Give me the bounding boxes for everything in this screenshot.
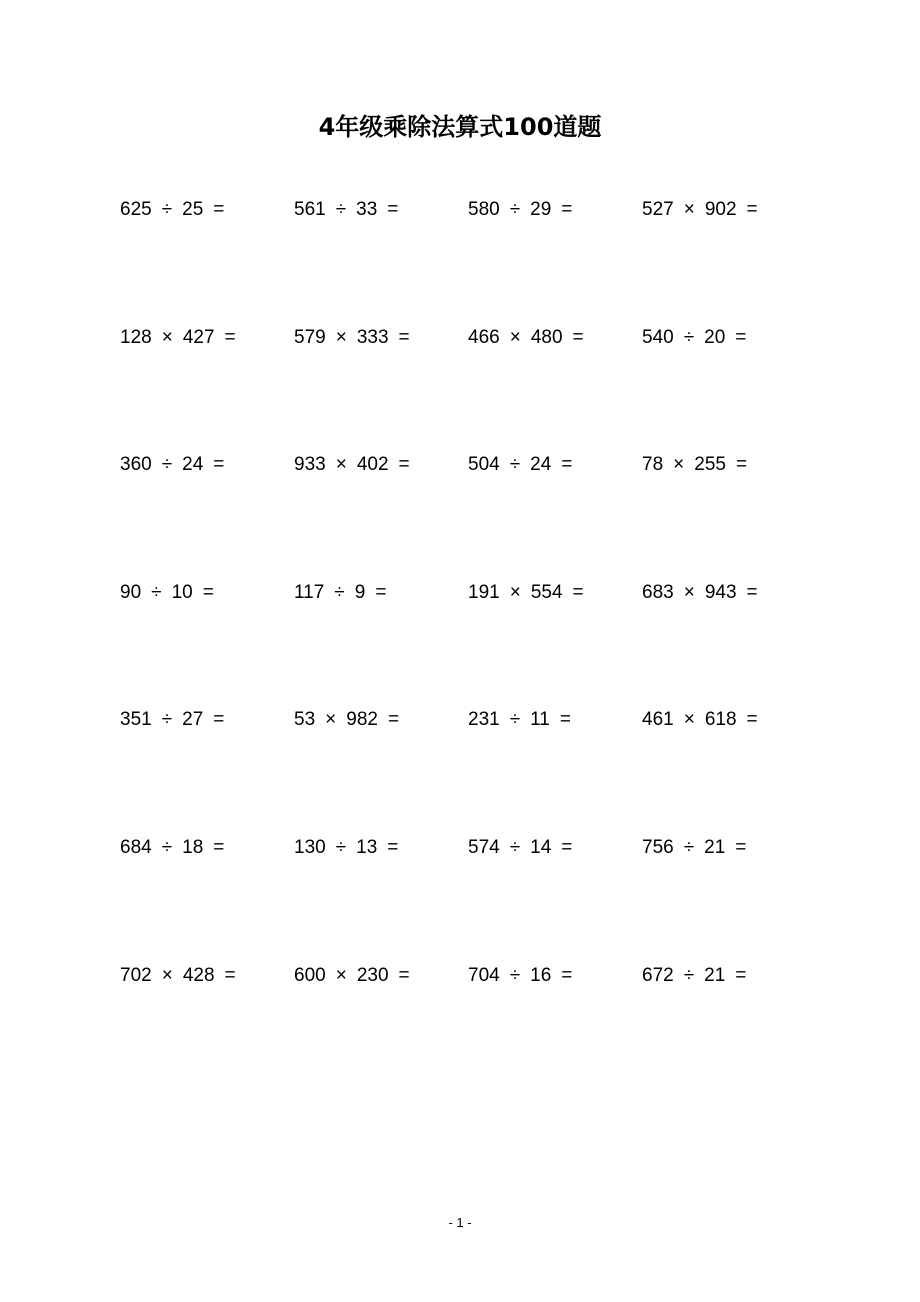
equals-sign: =: [387, 837, 399, 858]
math-problem: [120, 198, 234, 222]
equals-sign: =: [735, 454, 748, 475]
operand-right: 10: [171, 582, 193, 603]
operand-left: 574: [468, 837, 500, 858]
math-problem: [120, 708, 234, 732]
math-problem: [294, 836, 408, 860]
math-problem: [642, 198, 768, 222]
operator: ×: [325, 709, 337, 730]
equals-sign: =: [224, 327, 236, 348]
math-problem: [120, 453, 234, 477]
math-problem: [294, 964, 420, 988]
operand-left: 231: [468, 709, 500, 730]
equals-sign: =: [398, 454, 410, 475]
math-problem: [294, 453, 420, 477]
operator: ÷: [509, 965, 521, 986]
operand-left: 527: [642, 199, 674, 220]
operand-right: 33: [356, 199, 378, 220]
operand-left: 351: [120, 709, 152, 730]
equals-sign: =: [224, 965, 236, 986]
operator: ÷: [683, 965, 695, 986]
operand-right: 24: [530, 454, 552, 475]
equals-sign: =: [387, 199, 399, 220]
operator: ×: [161, 327, 173, 348]
operator: ÷: [151, 582, 162, 603]
equals-sign: =: [561, 965, 573, 986]
equals-sign: =: [387, 709, 400, 730]
operator: ÷: [509, 454, 521, 475]
operand-left: 683: [642, 582, 674, 603]
math-problem: [642, 326, 756, 350]
math-problem: [468, 708, 581, 732]
operator: ÷: [335, 837, 347, 858]
operand-left: 466: [468, 327, 500, 348]
equals-sign: =: [735, 965, 747, 986]
operator: ÷: [683, 837, 695, 858]
operator: ×: [673, 454, 685, 475]
operand-right: 21: [704, 965, 726, 986]
equals-sign: =: [561, 837, 573, 858]
operator: ÷: [509, 709, 521, 730]
operand-left: 625: [120, 199, 152, 220]
equals-sign: =: [202, 582, 214, 603]
equals-sign: =: [746, 199, 758, 220]
operand-right: 902: [704, 199, 737, 220]
operand-left: 580: [468, 199, 500, 220]
operand-left: 684: [120, 837, 152, 858]
operand-right: 18: [182, 837, 204, 858]
page-title: 4年级乘除法算式100道题: [318, 113, 602, 141]
math-problem: [642, 453, 757, 477]
operand-right: 16: [530, 965, 552, 986]
operand-right: 25: [182, 199, 204, 220]
math-problem: [468, 326, 594, 350]
operator: ÷: [509, 199, 521, 220]
equals-sign: =: [213, 199, 225, 220]
math-problem: [120, 836, 234, 860]
operand-right: 27: [182, 709, 204, 730]
equals-sign: =: [213, 709, 225, 730]
operand-left: 117: [294, 582, 325, 603]
operand-right: 21: [704, 837, 726, 858]
operator: ×: [335, 327, 347, 348]
page-number: - 1 -: [448, 1215, 472, 1230]
equals-sign: =: [213, 837, 225, 858]
equals-sign: =: [746, 582, 758, 603]
operand-left: 128: [120, 327, 152, 348]
operand-left: 540: [642, 327, 674, 348]
equals-sign: =: [572, 582, 584, 603]
operator: ×: [335, 454, 347, 475]
math-problem: [294, 326, 420, 350]
operand-right: 943: [704, 582, 737, 603]
math-problem: [120, 581, 224, 605]
equals-sign: =: [735, 327, 747, 348]
operand-right: 982: [346, 709, 378, 730]
math-problem: [468, 453, 582, 477]
operand-left: 360: [120, 454, 152, 475]
equals-sign: =: [398, 327, 410, 348]
operand-right: 230: [356, 965, 389, 986]
operator: ×: [161, 965, 173, 986]
operand-left: 461: [642, 709, 674, 730]
equals-sign: =: [559, 709, 571, 730]
equals-sign: =: [572, 327, 584, 348]
operand-right: 428: [182, 965, 215, 986]
operand-left: 702: [120, 965, 152, 986]
operand-left: 672: [642, 965, 674, 986]
operator: ÷: [335, 199, 347, 220]
operand-right: 29: [530, 199, 552, 220]
math-problem: [642, 708, 768, 732]
operator: ÷: [161, 709, 173, 730]
operator: ×: [683, 709, 695, 730]
math-problem: [468, 836, 582, 860]
math-problem: [294, 581, 396, 605]
operand-left: 90: [120, 582, 142, 603]
equals-sign: =: [561, 454, 573, 475]
operator: ×: [683, 199, 695, 220]
equals-sign: =: [746, 709, 758, 730]
operand-left: 579: [294, 327, 326, 348]
math-problem: [468, 198, 582, 222]
operator: ÷: [161, 199, 173, 220]
operand-left: 704: [468, 965, 500, 986]
operand-right: 13: [356, 837, 378, 858]
math-problem: [120, 326, 246, 350]
operator: ÷: [509, 837, 521, 858]
math-problem: [120, 964, 246, 988]
equals-sign: =: [398, 965, 410, 986]
operand-left: 756: [642, 837, 674, 858]
operand-right: 480: [530, 327, 563, 348]
operand-right: 402: [356, 454, 389, 475]
operator: ÷: [161, 837, 173, 858]
operator: ×: [335, 965, 347, 986]
math-problem: [294, 708, 409, 732]
operand-right: 333: [356, 327, 389, 348]
operand-right: 24: [182, 454, 204, 475]
operator: ÷: [161, 454, 173, 475]
operator: ÷: [334, 582, 345, 603]
operand-right: 255: [694, 454, 726, 475]
equals-sign: =: [735, 837, 747, 858]
equals-sign: =: [561, 199, 573, 220]
operand-right: 9: [354, 582, 366, 603]
operator: ÷: [683, 327, 695, 348]
operand-left: 504: [468, 454, 500, 475]
math-problem: [642, 964, 756, 988]
operand-right: 618: [704, 709, 737, 730]
equals-sign: =: [213, 454, 225, 475]
math-problem: [642, 581, 768, 605]
operand-left: 53: [294, 709, 316, 730]
math-problem: [468, 581, 594, 605]
operand-right: 11: [530, 709, 550, 730]
math-problem: [642, 836, 756, 860]
operand-left: 130: [294, 837, 326, 858]
operator: ×: [683, 582, 695, 603]
operator: ×: [509, 582, 521, 603]
operand-left: 561: [294, 199, 326, 220]
operand-left: 600: [294, 965, 326, 986]
operand-right: 427: [182, 327, 215, 348]
operand-left: 78: [642, 454, 664, 475]
equals-sign: =: [375, 582, 387, 603]
operand-left: 191: [468, 582, 500, 603]
math-problem: [468, 964, 582, 988]
operand-left: 933: [294, 454, 326, 475]
operand-right: 14: [530, 837, 552, 858]
operator: ×: [509, 327, 521, 348]
math-problem: [294, 198, 408, 222]
operand-right: 554: [530, 582, 563, 603]
operand-right: 20: [704, 327, 726, 348]
